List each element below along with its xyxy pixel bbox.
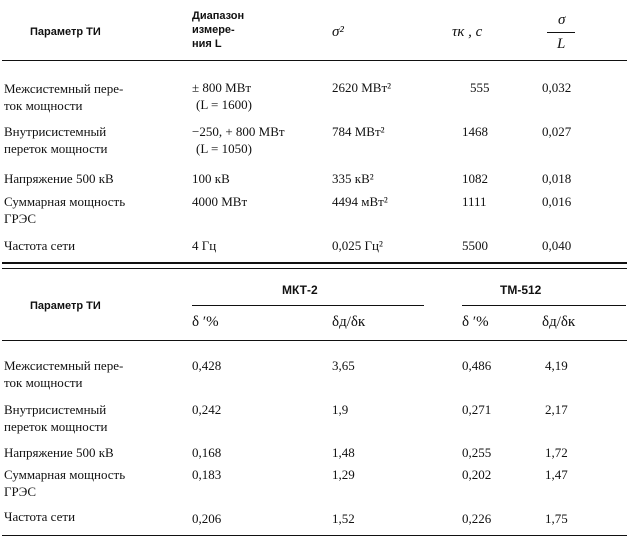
table-row-ratio: 0,016 bbox=[542, 194, 572, 209]
table-row-mkt-delta: 0,242 bbox=[192, 402, 222, 417]
table-row-mkt-delta: 0,168 bbox=[192, 445, 222, 460]
table-row-mkt-ratio: 1,48 bbox=[332, 445, 355, 460]
table-row-param-line2: ток мощности bbox=[4, 98, 83, 113]
table-row-sigma2: 784 МВт² bbox=[332, 124, 385, 139]
table-row-ratio: 0,027 bbox=[542, 124, 572, 139]
t2-header-param: Параметр ТИ bbox=[30, 300, 101, 312]
table-row-sigma2: 335 кВ² bbox=[332, 171, 374, 186]
table-row-ratio: 0,032 bbox=[542, 80, 572, 95]
t2-bottom-rule bbox=[2, 535, 627, 536]
table-row-range-line1: ± 800 МВт bbox=[192, 80, 252, 95]
t2-header-tm-delta-pct: δ ′% bbox=[462, 314, 489, 330]
table-row-mkt-ratio: 1,52 bbox=[332, 511, 355, 526]
table-row-tm-ratio: 1,75 bbox=[545, 511, 568, 526]
table-row-sigma2: 2620 МВт² bbox=[332, 80, 392, 95]
table-row-range-line1: 100 кВ bbox=[192, 171, 230, 186]
t1-header-tau: τк , с bbox=[452, 24, 483, 40]
t1-header-sigma2: σ² bbox=[332, 24, 344, 40]
table-row-mkt-ratio: 1,29 bbox=[332, 467, 355, 482]
table-row-range-line1: −250, + 800 МВт bbox=[192, 124, 285, 139]
table-row-param-line1: Межсистемный пере- bbox=[4, 358, 124, 373]
table-row-param-line1: Напряжение 500 кВ bbox=[4, 445, 114, 460]
tables-separator-top bbox=[2, 262, 627, 264]
t2-group-tm512-underline bbox=[462, 305, 626, 306]
table-row-range-line2: (L = 1050) bbox=[196, 141, 252, 156]
t2-header-mkt-delta-ratio: δд/δк bbox=[332, 314, 366, 330]
table-row-mkt-ratio: 1,9 bbox=[332, 402, 349, 417]
table-row-tau: 1082 bbox=[462, 171, 488, 186]
table-row-tau: 5500 bbox=[462, 238, 488, 253]
t1-header-range-line2: измере- bbox=[192, 24, 235, 36]
table-row-mkt-delta: 0,428 bbox=[192, 358, 222, 373]
table-row-range-line1: 4000 МВт bbox=[192, 194, 248, 209]
t1-header-ratio-fraction-bar bbox=[547, 32, 575, 33]
t2-group-mkt2-underline bbox=[192, 305, 424, 306]
table-row-tau: 1468 bbox=[462, 124, 488, 139]
table-row-param-line1: Частота сети bbox=[4, 509, 76, 524]
table-row-param-line1: Частота сети bbox=[4, 238, 76, 253]
table-row-param-line1: Внутрисистемный bbox=[4, 124, 107, 139]
table-row-ratio: 0,018 bbox=[542, 171, 572, 186]
table-row-tm-delta: 0,486 bbox=[462, 358, 492, 373]
t1-header-param: Параметр ТИ bbox=[30, 26, 101, 38]
table-row-sigma2: 0,025 Гц² bbox=[332, 238, 383, 253]
table-row-range-line2: (L = 1600) bbox=[196, 97, 252, 112]
table-row-tm-delta: 0,226 bbox=[462, 511, 492, 526]
t1-header-ratio-den: L bbox=[557, 36, 566, 52]
table-row-tm-delta: 0,202 bbox=[462, 467, 492, 482]
table-row-tau: 1111 bbox=[462, 194, 487, 209]
table-row-tm-delta: 0,271 bbox=[462, 402, 492, 417]
table-row-tm-delta: 0,255 bbox=[462, 445, 492, 460]
table-row-tm-ratio: 2,17 bbox=[545, 402, 568, 417]
t2-header-mkt-delta-pct: δ ′% bbox=[192, 314, 219, 330]
table-row-mkt-ratio: 3,65 bbox=[332, 358, 355, 373]
t2-header-rule bbox=[2, 340, 627, 341]
table-row-param-line2: ГРЭС bbox=[4, 211, 36, 226]
t1-header-rule bbox=[2, 60, 627, 61]
t1-header-ratio-num: σ bbox=[558, 12, 566, 28]
tables-separator-bottom bbox=[2, 268, 627, 269]
table-row-sigma2: 4494 мВт² bbox=[332, 194, 388, 209]
table-row-param-line1: Межсистемный пере- bbox=[4, 81, 124, 96]
table-row-range-line1: 4 Гц bbox=[192, 238, 217, 253]
t2-header-group-mkt2: МКТ-2 bbox=[282, 283, 318, 297]
table-row-tau: 555 bbox=[470, 80, 490, 95]
table-row-param-line2: переток мощности bbox=[4, 141, 108, 156]
table-row-tm-ratio: 1,47 bbox=[545, 467, 568, 482]
table-row-tm-ratio: 1,72 bbox=[545, 445, 568, 460]
table-row-param-line2: переток мощности bbox=[4, 419, 108, 434]
t2-header-tm-delta-ratio: δд/δк bbox=[542, 314, 576, 330]
table-row-tm-ratio: 4,19 bbox=[545, 358, 568, 373]
table-row-mkt-delta: 0,183 bbox=[192, 467, 222, 482]
t2-header-group-tm512: ТМ-512 bbox=[500, 283, 542, 297]
table-row-param-line1: Суммарная мощность bbox=[4, 194, 126, 209]
t1-header-range-line3: ния L bbox=[192, 38, 222, 50]
table-row-param-line2: ГРЭС bbox=[4, 484, 36, 499]
table-row-param-line2: ток мощности bbox=[4, 375, 83, 390]
table-row-mkt-delta: 0,206 bbox=[192, 511, 222, 526]
t1-header-range-line1: Диапазон bbox=[192, 10, 245, 22]
table-row-param-line1: Внутрисистемный bbox=[4, 402, 107, 417]
table-row-param-line1: Суммарная мощность bbox=[4, 467, 126, 482]
table-row-ratio: 0,040 bbox=[542, 238, 572, 253]
table-row-param-line1: Напряжение 500 кВ bbox=[4, 171, 114, 186]
